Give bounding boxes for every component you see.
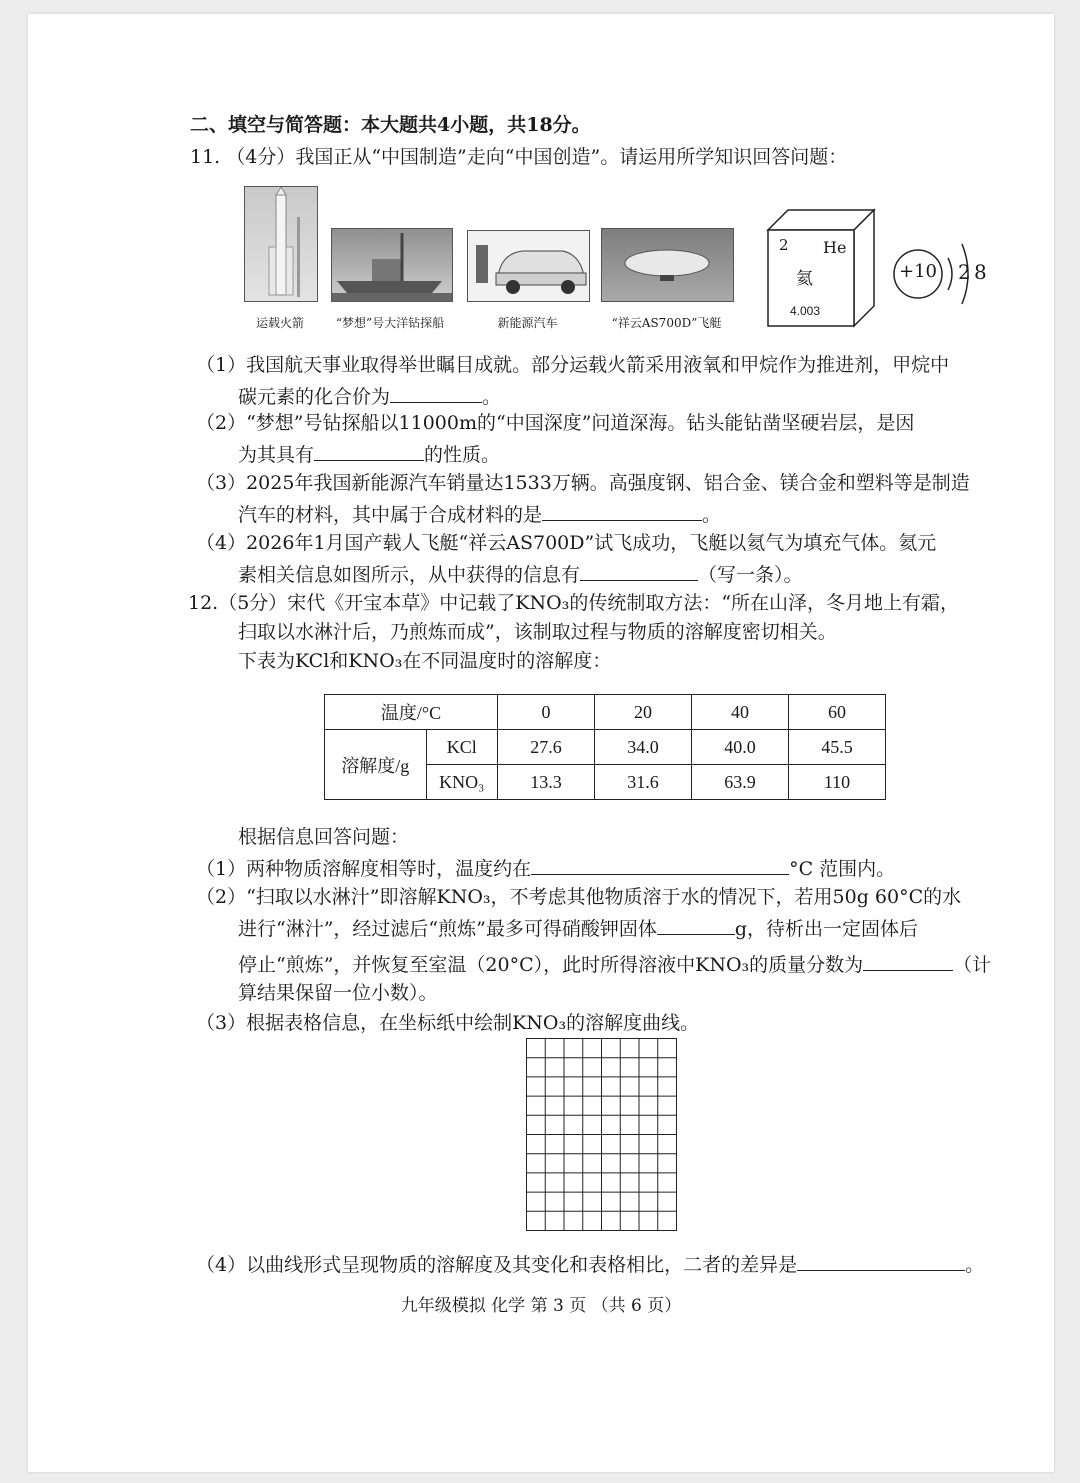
answer-blank-12-2a[interactable] xyxy=(657,916,735,935)
section-title: 二、填空与简答题：本大题共4小题，共18分。 xyxy=(190,114,591,136)
element-number: 2 xyxy=(779,236,789,254)
ev-car-photo xyxy=(467,230,590,302)
q12-stem-line2: 扫取以水淋汁后，乃煎炼而成”，该制取过程与物质的溶解度密切相关。 xyxy=(238,621,837,643)
q11-part3-end: 。 xyxy=(702,504,722,526)
q12-part4 xyxy=(196,1252,984,1276)
q11-part1-line2 xyxy=(238,384,501,408)
q12-intro: 根据信息回答问题： xyxy=(238,826,410,848)
table-cell: 40.0 xyxy=(692,730,789,765)
row-name-kno3: KNO₃ xyxy=(426,765,497,800)
answer-blank-11-4[interactable] xyxy=(580,562,698,581)
q12-part2-line4: 算结果保留一位小数）。 xyxy=(238,982,438,1004)
table-cell: 110 xyxy=(789,765,886,800)
solubility-table xyxy=(324,694,886,800)
q11-part1-line1: （1）我国航天事业取得举世瞩目成就。部分运载火箭采用液氧和甲烷作为推进剂，甲烷中 xyxy=(196,354,950,376)
q12-part2-text2: 停止“煎炼”，并恢复至室温（20°C），此时所得溶液中KNO₃的质量分数为 xyxy=(238,954,864,976)
atom-nucleus: +10 xyxy=(899,261,937,282)
q11-part2-text: 为其具有 xyxy=(238,444,315,466)
q12-part1-text: （1）两种物质溶解度相等时，温度约在 xyxy=(196,858,532,880)
airship-photo xyxy=(601,228,734,302)
q12-part1-end: °C 范围内。 xyxy=(789,858,896,880)
q11-part2-line2 xyxy=(238,442,500,466)
element-mass: 4.003 xyxy=(790,304,821,318)
rocket-photo xyxy=(244,186,318,302)
table-header-row xyxy=(325,695,886,730)
solubility-label: 溶解度/g xyxy=(325,730,427,800)
caption-drill-ship: “梦想”号大洋钻探船 xyxy=(335,316,445,330)
q11-part3-line2 xyxy=(238,502,721,526)
table-cell: 13.3 xyxy=(498,765,595,800)
atom-shell-1: 2 xyxy=(958,260,971,284)
table-cell: 45.5 xyxy=(789,730,886,765)
temp-0: 0 xyxy=(498,695,595,730)
answer-blank-12-2b[interactable] xyxy=(863,952,953,971)
table-cell: 31.6 xyxy=(595,765,692,800)
q11-part2-line1: （2）“梦想”号钻探船以11000m的“中国深度”问道深海。钻头能钻凿坚硬岩层，是因 xyxy=(196,412,915,434)
answer-blank-12-4[interactable] xyxy=(797,1252,965,1271)
table-cell: 34.0 xyxy=(595,730,692,765)
answer-blank-11-2[interactable] xyxy=(314,442,424,461)
q12-part2-line2 xyxy=(238,916,918,940)
q12-part2-end: （计 xyxy=(953,954,992,976)
drill-ship-photo xyxy=(331,228,453,302)
q11-part3-text: 汽车的材料，其中属于合成材料的是 xyxy=(238,504,543,526)
q12-part4-end: 。 xyxy=(965,1254,985,1276)
q12-part2-line1: （2）“扫取以水淋汁”即溶解KNO₃，不考虑其他物质溶于水的情况下，若用50g 60°C的水 xyxy=(196,886,962,908)
q11-part1-text: 碳元素的化合价为 xyxy=(238,386,391,408)
table-cell: 63.9 xyxy=(692,765,789,800)
answer-blank-11-3[interactable] xyxy=(542,502,702,521)
q11-part4-end: （写一条）。 xyxy=(698,564,803,586)
page-footer: 九年级模拟 化学 第 3 页 （共 6 页） xyxy=(400,1296,682,1316)
element-name: 氦 xyxy=(796,269,813,289)
answer-blank-12-1[interactable] xyxy=(531,856,789,875)
q12-part1 xyxy=(196,856,895,880)
q12-part2-line3 xyxy=(238,952,991,976)
q12-part2-mid: g，待析出一定固体后 xyxy=(734,918,919,940)
q12-part2-text: 进行“淋汁”，经过滤后“煎炼”最多可得硝酸钾固体 xyxy=(238,918,657,940)
graph-paper-grid[interactable] xyxy=(526,1038,677,1231)
element-symbol: He xyxy=(823,238,847,257)
caption-ev-car: 新能源汽车 xyxy=(497,316,558,330)
q11-part4-line2 xyxy=(238,562,803,586)
q12-part3: （3）根据表格信息，在坐标纸中绘制KNO₃的溶解度曲线。 xyxy=(196,1012,700,1034)
q11-part4-line1: （4）2026年1月国产载人飞艇“祥云AS700D”试飞成功，飞艇以氦气为填充气体。氦元 xyxy=(196,532,937,554)
temp-40: 40 xyxy=(692,695,789,730)
row-name-kcl: KCl xyxy=(426,730,497,765)
q11-part4-text: 素相关信息如图所示，从中获得的信息有 xyxy=(238,564,581,586)
temp-60: 60 xyxy=(789,695,886,730)
q11-part3-line1: （3）2025年我国新能源汽车销量达1533万辆。高强度钢、铝合金、镁合金和塑料等是制造 xyxy=(196,472,970,494)
answer-blank-11-1[interactable] xyxy=(390,384,482,403)
temp-20: 20 xyxy=(595,695,692,730)
exam-page xyxy=(28,14,1054,1472)
caption-rocket: 运载火箭 xyxy=(255,316,304,330)
q11-part1-end: 。 xyxy=(482,386,502,408)
q12-part4-text: （4）以曲线形式呈现物质的溶解度及其变化和表格相比，二者的差异是 xyxy=(196,1254,798,1276)
atom-shell-2: 8 xyxy=(974,260,987,284)
caption-airship: “祥云AS700D”飞艇 xyxy=(611,316,722,330)
temp-header: 温度/°C xyxy=(325,695,498,730)
q12-stem-line3: 下表为KCl和KNO₃在不同温度时的溶解度： xyxy=(238,650,612,672)
q11-part2-end: 的性质。 xyxy=(424,444,501,466)
table-cell: 27.6 xyxy=(498,730,595,765)
q12-stem-line1: 12.（5分）宋代《开宝本草》中记载了KNO₃的传统制取方法：“所在山泽，冬月地上有霜， xyxy=(188,592,960,614)
table-row-kcl xyxy=(325,730,886,765)
q11-stem: 11. （4分）我国正从“中国制造”走向“中国创造”。请运用所学知识回答问题： xyxy=(190,146,848,168)
